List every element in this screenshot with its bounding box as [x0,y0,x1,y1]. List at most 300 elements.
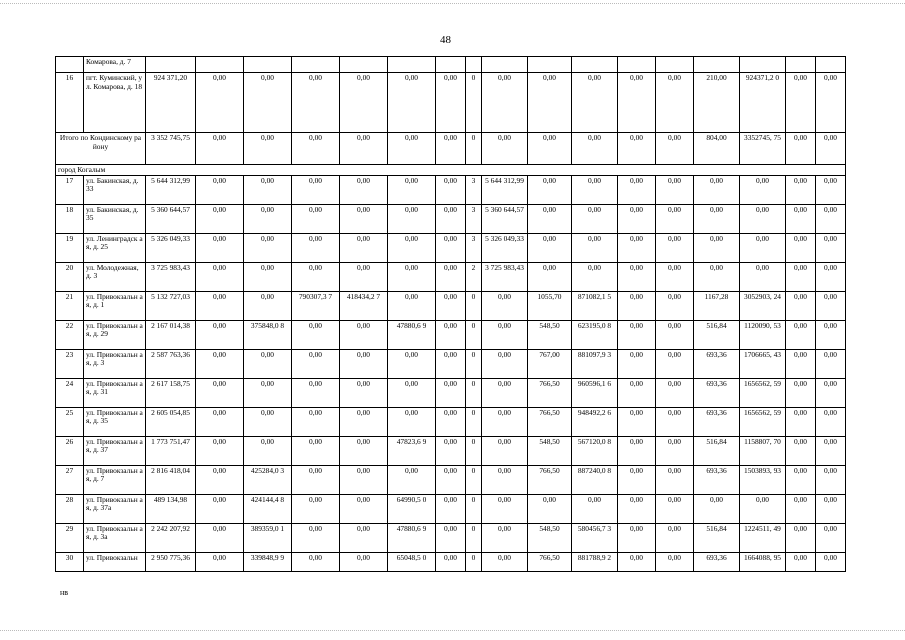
value-cell: 0,00 [388,291,436,320]
value-cell: 0,00 [292,204,340,233]
section-title-cell: город Когалым [56,165,846,176]
value-cell: 0,00 [786,133,816,165]
value-cell: 0,00 [436,262,466,291]
address-cell: ул. Привокзальн ая, д. 31 [84,378,146,407]
value-cell: 210,00 [694,73,740,133]
value-cell: 0,00 [482,552,528,571]
table-row [56,73,846,133]
address-cell: Комарова, д. 7 [84,57,146,73]
row-number-cell: 26 [56,436,84,465]
value-cell: 0,00 [340,407,388,436]
capital-repair-register-table [55,56,846,572]
value-cell: 0,00 [388,204,436,233]
address-cell: пгт. Куминский, ул. Комарова, д. 18 [84,73,146,133]
value-cell: 0,00 [816,407,846,436]
scan-bottom-edge [0,630,905,631]
value-cell: 0,00 [740,175,786,204]
value-cell: 0,00 [618,523,656,552]
value-cell: 0,00 [292,407,340,436]
value-cell: 0,00 [196,233,244,262]
value-cell: 1664088, 95 [740,552,786,571]
value-cell: 0,00 [786,407,816,436]
value-cell: 0,00 [244,436,292,465]
value-cell: 5 644 312,99 [482,175,528,204]
value-cell: 766,50 [528,465,572,494]
value-cell: 0,00 [340,349,388,378]
address-cell: ул. Молодежная, д. 3 [84,262,146,291]
value-cell: 0,00 [196,73,244,133]
value-cell: 0,00 [436,523,466,552]
value-cell: 0,00 [436,320,466,349]
address-cell: ул. Привокзальн ая, д. 3 [84,349,146,378]
value-cell: 0,00 [786,523,816,552]
value-cell: 0,00 [292,133,340,165]
value-cell: 693,36 [694,349,740,378]
value-cell: 0,00 [436,465,466,494]
value-cell: 0,00 [656,175,694,204]
value-cell: 0,00 [694,494,740,523]
value-cell: 0,00 [482,465,528,494]
value-cell: 0,00 [388,407,436,436]
value-cell: 0,00 [482,73,528,133]
value-cell: 0,00 [292,378,340,407]
value-cell: 0,00 [340,204,388,233]
value-cell: 0,00 [482,523,528,552]
address-cell: ул. Привокзальн ая, д. 29 [84,320,146,349]
address-cell: ул. Привокзальн ая, д. 3а [84,523,146,552]
value-cell: 1706665, 43 [740,349,786,378]
row-number-cell: 25 [56,407,84,436]
value-cell [436,57,466,73]
value-cell: 0,00 [196,378,244,407]
value-cell: 0,00 [528,73,572,133]
value-cell: 0,00 [786,233,816,262]
value-cell: 0,00 [292,233,340,262]
value-cell: 0,00 [292,175,340,204]
value-cell: 0,00 [196,407,244,436]
value-cell: 1656562, 59 [740,407,786,436]
value-cell: 881097,9 3 [572,349,618,378]
total-cost-cell: 3 725 983,43 [146,262,196,291]
value-cell: 0,00 [816,133,846,165]
value-cell: 0,00 [436,494,466,523]
value-cell [694,57,740,73]
value-cell: 0,00 [436,133,466,165]
total-cost-cell: 2 605 054,85 [146,407,196,436]
value-cell: 0,00 [694,175,740,204]
value-cell: 0 [466,494,482,523]
total-cost-cell: 2 816 418,04 [146,465,196,494]
total-label-cell: Итого по Кондинскому району [56,133,146,165]
value-cell: 0 [466,291,482,320]
value-cell: 0 [466,320,482,349]
value-cell: 0,00 [388,175,436,204]
value-cell: 0,00 [656,73,694,133]
value-cell: 0 [466,407,482,436]
total-cost-cell: 5 644 312,99 [146,175,196,204]
address-cell: ул. Привокзальн ая, д. 37а [84,494,146,523]
table-row [56,320,846,349]
value-cell: 0,00 [740,262,786,291]
value-cell: 0,00 [340,494,388,523]
value-cell [292,57,340,73]
value-cell: 0,00 [572,133,618,165]
value-cell: 0,00 [340,73,388,133]
value-cell: 0,00 [694,262,740,291]
value-cell: 0,00 [340,320,388,349]
value-cell: 0,00 [816,291,846,320]
total-cost-cell: 1 773 751,47 [146,436,196,465]
value-cell: 0,00 [656,523,694,552]
value-cell: 0,00 [292,262,340,291]
total-cost-cell: 2 242 207,92 [146,523,196,552]
value-cell: 0,00 [618,73,656,133]
value-cell [528,57,572,73]
value-cell: 1055,70 [528,291,572,320]
value-cell: 0,00 [528,233,572,262]
value-cell: 0 [466,552,482,571]
value-cell: 0,00 [388,465,436,494]
value-cell: 0,00 [618,233,656,262]
value-cell: 0,00 [786,494,816,523]
address-cell: ул. Ленинградск ая, д. 25 [84,233,146,262]
value-cell: 0,00 [244,204,292,233]
value-cell: 0,00 [340,233,388,262]
total-cost-cell: 2 587 763,36 [146,349,196,378]
value-cell: 47880,6 9 [388,523,436,552]
value-cell: 0,00 [816,465,846,494]
value-cell: 1656562, 59 [740,378,786,407]
value-cell: 790307,3 7 [292,291,340,320]
row-number-cell: 16 [56,73,84,133]
value-cell: 0,00 [244,291,292,320]
value-cell: 0,00 [656,262,694,291]
value-cell: 47880,6 9 [388,320,436,349]
value-cell: 580456,7 3 [572,523,618,552]
value-cell: 960596,1 6 [572,378,618,407]
value-cell: 0,00 [340,552,388,571]
value-cell: 0,00 [436,175,466,204]
value-cell: 0,00 [618,378,656,407]
section-header-row [56,165,846,176]
value-cell: 0,00 [436,204,466,233]
value-cell: 0,00 [528,262,572,291]
value-cell: 0,00 [482,291,528,320]
value-cell [618,57,656,73]
value-cell [146,57,196,73]
value-cell: 0,00 [196,262,244,291]
value-cell: 0,00 [786,320,816,349]
value-cell: 0 [466,73,482,133]
value-cell: 0,00 [196,133,244,165]
value-cell: 0,00 [816,73,846,133]
value-cell: 0,00 [340,133,388,165]
value-cell: 0,00 [196,291,244,320]
value-cell: 0,00 [656,291,694,320]
table-row [56,465,846,494]
value-cell: 693,36 [694,465,740,494]
value-cell: 0,00 [196,436,244,465]
row-number-cell: 21 [56,291,84,320]
value-cell: 0,00 [656,349,694,378]
value-cell: 0,00 [340,523,388,552]
value-cell: 389359,0 1 [244,523,292,552]
value-cell: 0,00 [572,73,618,133]
row-number-cell: 23 [56,349,84,378]
value-cell: 0,00 [786,204,816,233]
value-cell: 0,00 [786,436,816,465]
total-cost-cell: 2 617 158,75 [146,378,196,407]
value-cell: 0,00 [482,349,528,378]
value-cell [482,57,528,73]
value-cell: 0,00 [388,233,436,262]
value-cell: 0,00 [740,204,786,233]
value-cell: 1120090, 53 [740,320,786,349]
value-cell: 0,00 [196,465,244,494]
value-cell: 924371,2 0 [740,73,786,133]
value-cell: 0,00 [388,378,436,407]
value-cell: 0,00 [786,262,816,291]
value-cell: 418434,2 7 [340,291,388,320]
value-cell: 0,00 [436,73,466,133]
table-row [56,436,846,465]
value-cell: 0,00 [436,407,466,436]
total-cost-cell: 2 950 775,36 [146,552,196,571]
value-cell: 0,00 [292,494,340,523]
value-cell: 0,00 [572,175,618,204]
value-cell: 0,00 [482,378,528,407]
value-cell: 0,00 [244,349,292,378]
value-cell: 0,00 [388,133,436,165]
scan-top-edge [0,3,905,4]
value-cell: 766,50 [528,552,572,571]
value-cell: 0,00 [816,320,846,349]
value-cell: 0,00 [618,494,656,523]
value-cell: 1158807, 70 [740,436,786,465]
value-cell: 0,00 [816,175,846,204]
value-cell: 0,00 [740,233,786,262]
value-cell: 0,00 [436,233,466,262]
value-cell: 0,00 [786,349,816,378]
table-row [56,552,846,571]
value-cell: 0,00 [656,494,694,523]
value-cell: 0,00 [816,552,846,571]
table-row [56,233,846,262]
value-cell: 1167,28 [694,291,740,320]
value-cell: 0,00 [340,465,388,494]
value-cell: 0,00 [656,378,694,407]
value-cell: 0,00 [244,262,292,291]
value-cell: 0,00 [816,494,846,523]
value-cell: 0,00 [786,465,816,494]
value-cell: 0,00 [244,378,292,407]
value-cell: 548,50 [528,320,572,349]
value-cell [196,57,244,73]
value-cell: 375848,0 8 [244,320,292,349]
value-cell: 0,00 [656,465,694,494]
value-cell: 1503893, 93 [740,465,786,494]
value-cell: 0,00 [572,262,618,291]
value-cell: 766,50 [528,378,572,407]
value-cell: 0,00 [816,233,846,262]
address-cell: ул. Привокзальн ая, д. 35 [84,407,146,436]
address-cell: ул. Бакинская, д. 33 [84,175,146,204]
value-cell: 0 [466,465,482,494]
table-row [56,378,846,407]
address-cell: ул. Бакинская, д. 35 [84,204,146,233]
value-cell: 425284,0 3 [244,465,292,494]
value-cell: 47823,6 9 [388,436,436,465]
value-cell: 881788,9 2 [572,552,618,571]
value-cell: 0,00 [816,262,846,291]
value-cell: 0,00 [528,175,572,204]
value-cell: 0,00 [196,349,244,378]
value-cell: 3 [466,175,482,204]
value-cell: 0,00 [528,133,572,165]
value-cell: 0,00 [786,552,816,571]
value-cell [340,57,388,73]
value-cell: 0,00 [196,175,244,204]
value-cell: 0,00 [482,494,528,523]
total-cost-cell: 5 132 727,03 [146,291,196,320]
value-cell: 0,00 [292,349,340,378]
value-cell: 0,00 [618,133,656,165]
row-number-cell: 17 [56,175,84,204]
value-cell: 1224511, 49 [740,523,786,552]
row-number-cell: 30 [56,552,84,571]
value-cell: 871082,1 5 [572,291,618,320]
value-cell [740,57,786,73]
table-row [56,523,846,552]
value-cell: 0,00 [618,407,656,436]
value-cell: 567120,0 8 [572,436,618,465]
value-cell: 0,00 [292,552,340,571]
value-cell: 64990,5 0 [388,494,436,523]
value-cell: 0,00 [292,73,340,133]
total-cost-cell: 5 326 049,33 [146,233,196,262]
value-cell: 0,00 [572,494,618,523]
row-number-cell [56,57,84,73]
value-cell: 948492,2 6 [572,407,618,436]
value-cell: 0,00 [694,204,740,233]
table-row [56,291,846,320]
value-cell: 516,84 [694,436,740,465]
address-cell: ул. Привокзальн ая, д. 1 [84,291,146,320]
value-cell: 0,00 [244,233,292,262]
value-cell: 3 [466,233,482,262]
value-cell: 0,00 [244,73,292,133]
value-cell: 0,00 [244,133,292,165]
value-cell: 0,00 [436,349,466,378]
value-cell: 0,00 [196,320,244,349]
value-cell: 0,00 [482,133,528,165]
value-cell [572,57,618,73]
total-cost-cell: 5 360 644,57 [146,204,196,233]
value-cell: 0,00 [528,204,572,233]
value-cell: 5 360 644,57 [482,204,528,233]
value-cell [786,57,816,73]
value-cell: 0,00 [572,204,618,233]
value-cell: 0,00 [816,204,846,233]
total-cost-cell: 924 371,20 [146,73,196,133]
value-cell: 0,00 [482,407,528,436]
value-cell: 0,00 [292,320,340,349]
value-cell: 0,00 [244,175,292,204]
address-cell: ул. Привокзальн ая, д. 37 [84,436,146,465]
total-cost-cell: 3 352 745,75 [146,133,196,165]
value-cell: 424144,4 8 [244,494,292,523]
value-cell: 0,00 [618,436,656,465]
total-cost-cell: 489 134,98 [146,494,196,523]
address-cell: ул. Привокзальн [84,552,146,571]
row-number-cell: 28 [56,494,84,523]
value-cell: 693,36 [694,378,740,407]
value-cell: 516,84 [694,320,740,349]
value-cell: 0,00 [786,175,816,204]
value-cell: 3 [466,204,482,233]
value-cell: 0,00 [786,291,816,320]
value-cell: 339848,9 9 [244,552,292,571]
value-cell: 0,00 [196,494,244,523]
value-cell [466,57,482,73]
value-cell: 0,00 [618,320,656,349]
value-cell: 0,00 [436,552,466,571]
value-cell: 0,00 [656,320,694,349]
value-cell: 0,00 [816,523,846,552]
value-cell: 0,00 [656,407,694,436]
value-cell: 0,00 [618,465,656,494]
value-cell: 3052903, 24 [740,291,786,320]
value-cell: 548,50 [528,523,572,552]
value-cell: 0,00 [656,436,694,465]
value-cell: 0,00 [388,73,436,133]
value-cell: 0,00 [340,262,388,291]
table-row [56,349,846,378]
row-number-cell: 20 [56,262,84,291]
value-cell: 0,00 [528,494,572,523]
value-cell: 0,00 [656,233,694,262]
value-cell [244,57,292,73]
table-total-row [56,133,846,165]
value-cell: 0,00 [618,204,656,233]
row-number-cell: 19 [56,233,84,262]
table-row [56,494,846,523]
value-cell: 65048,5 0 [388,552,436,571]
value-cell: 0,00 [816,349,846,378]
value-cell: 0,00 [340,378,388,407]
value-cell: 0,00 [292,465,340,494]
value-cell: 0,00 [436,436,466,465]
table-row [56,175,846,204]
row-number-cell: 22 [56,320,84,349]
value-cell: 3352745, 75 [740,133,786,165]
value-cell: 0,00 [244,407,292,436]
row-number-cell: 24 [56,378,84,407]
value-cell: 887240,0 8 [572,465,618,494]
value-cell: 0,00 [656,204,694,233]
value-cell: 0 [466,523,482,552]
row-number-cell: 27 [56,465,84,494]
value-cell: 0,00 [340,436,388,465]
value-cell: 0,00 [816,436,846,465]
value-cell: 3 725 983,43 [482,262,528,291]
row-number-cell: 29 [56,523,84,552]
total-cost-cell: 2 167 014,38 [146,320,196,349]
value-cell: 0,00 [740,494,786,523]
value-cell: 0,00 [656,552,694,571]
value-cell: 804,00 [694,133,740,165]
value-cell: 0 [466,133,482,165]
